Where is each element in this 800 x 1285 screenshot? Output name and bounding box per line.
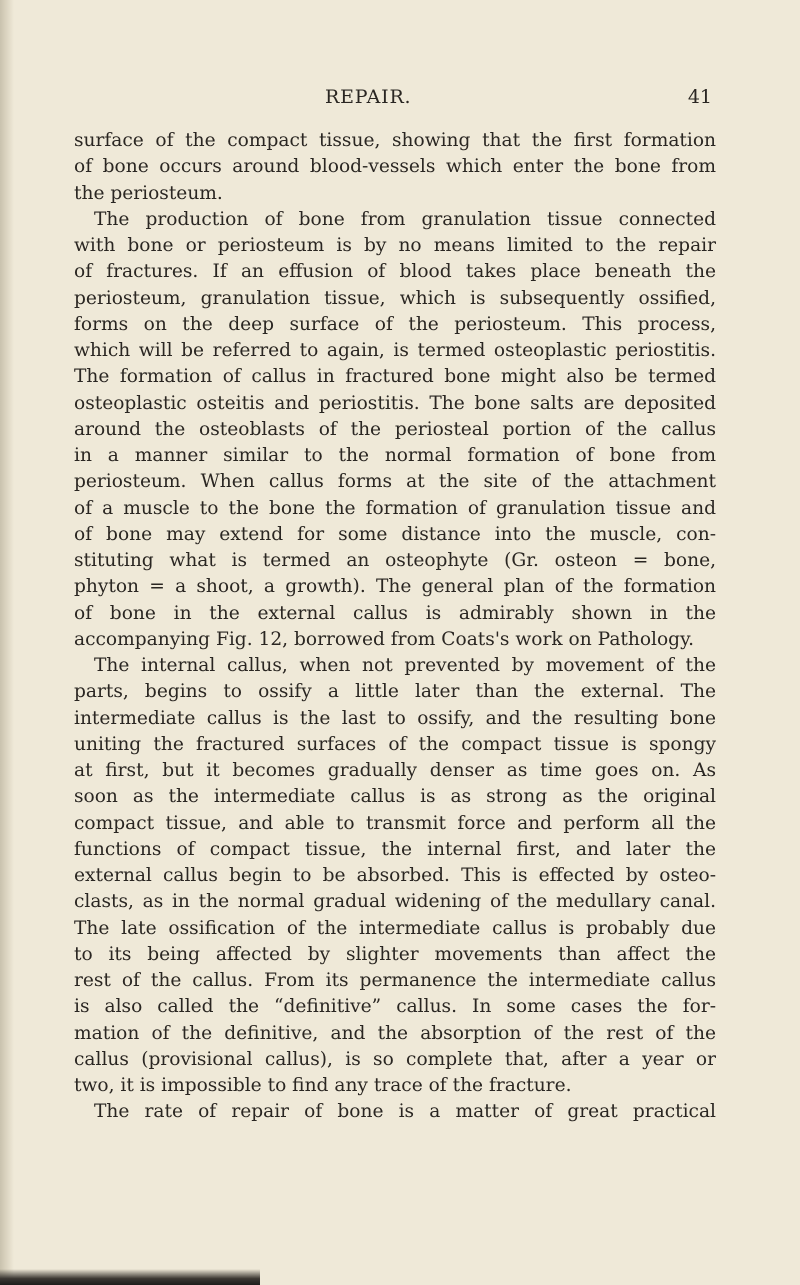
text-line: clasts, as in the normal gradual widening of the medullary canal. <box>74 891 716 913</box>
text-line: The production of bone from granulation tissue connected <box>94 208 716 230</box>
text-line: The formation of callus in fractured bone might also be termed <box>74 366 716 388</box>
text-line: in a manner similar to the normal formation of bone from <box>74 445 716 466</box>
text-line: at first, but it becomes gradually denser as time goes on. As <box>74 760 716 781</box>
text-line: around the osteoblasts of the periosteal portion of the callus <box>74 418 716 440</box>
body-text <box>74 128 716 1126</box>
text-line: of bone occurs around blood-vessels which enter the bone from <box>74 156 716 178</box>
text-line: of a muscle to the bone the formation of granulation tissue and <box>74 497 716 519</box>
page-number: 41 <box>687 86 712 108</box>
text-line: osteoplastic osteitis and periostitis. The bone salts are deposited <box>74 392 716 414</box>
text-line: of bone may extend for some distance into the muscle, con- <box>74 523 716 545</box>
text-line: is also called the “definitive” callus. In some cases the for- <box>74 996 716 1018</box>
text-line: mation of the definitive, and the absorption of the rest of the <box>74 1022 716 1044</box>
text-line: which will be referred to again, is termed osteoplastic periostitis. <box>74 340 716 361</box>
text-line: periosteum, granulation tissue, which is subsequently ossified, <box>74 287 716 309</box>
text-line: periosteum. When callus forms at the site of the attachment <box>74 471 716 493</box>
text-line: of fractures. If an effusion of blood takes place beneath the <box>74 261 716 283</box>
text-line: to its being affected by slighter movements than affect the <box>74 943 716 965</box>
text-line: forms on the deep surface of the periosteum. This process, <box>74 313 716 335</box>
text-line: external callus begin to be absorbed. This is effected by osteo- <box>74 865 716 886</box>
page-bottom-shadow <box>0 1269 260 1285</box>
page-binding-edge <box>0 0 14 1285</box>
text-line: The internal callus, when not prevented by movement of the <box>94 655 716 676</box>
text-line: of bone in the external callus is admirably shown in the <box>74 602 716 624</box>
text-line: The rate of repair of bone is a matter of great practical <box>94 1101 716 1123</box>
text-line: functions of compact tissue, the internal first, and later the <box>74 838 716 860</box>
text-line: two, it is impossible to find any trace of the fracture. <box>74 1075 572 1096</box>
running-head: REPAIR. <box>325 86 412 108</box>
text-line: stituting what is termed an osteophyte (Gr. osteon = bone, <box>74 550 716 571</box>
text-line: with bone or periosteum is by no means limited to the repair <box>74 235 716 256</box>
text-line: intermediate callus is the last to ossify, and the resulting bone <box>74 707 716 729</box>
text-line: parts, begins to ossify a little later than the external. The <box>74 681 716 703</box>
text-line: accompanying Fig. 12, borrowed from Coats's work on Pathology. <box>74 628 695 650</box>
text-line: phyton = a shoot, a growth). The general plan of the formation <box>74 576 716 598</box>
text-line: surface of the compact tissue, showing that the first formation <box>74 130 716 151</box>
text-line: soon as the intermediate callus is as strong as the original <box>74 786 716 808</box>
text-line: rest of the callus. From its permanence the intermediate callus <box>74 970 716 991</box>
text-line: compact tissue, and able to transmit force and perform all the <box>74 812 716 834</box>
text-line: The late ossification of the intermediate callus is probably due <box>74 917 716 939</box>
text-line: callus (provisional callus), is so complete that, after a year or <box>74 1048 716 1070</box>
text-line: uniting the fractured surfaces of the compact tissue is spongy <box>74 733 716 755</box>
text-line: the periosteum. <box>74 182 223 204</box>
page-header <box>0 86 800 110</box>
